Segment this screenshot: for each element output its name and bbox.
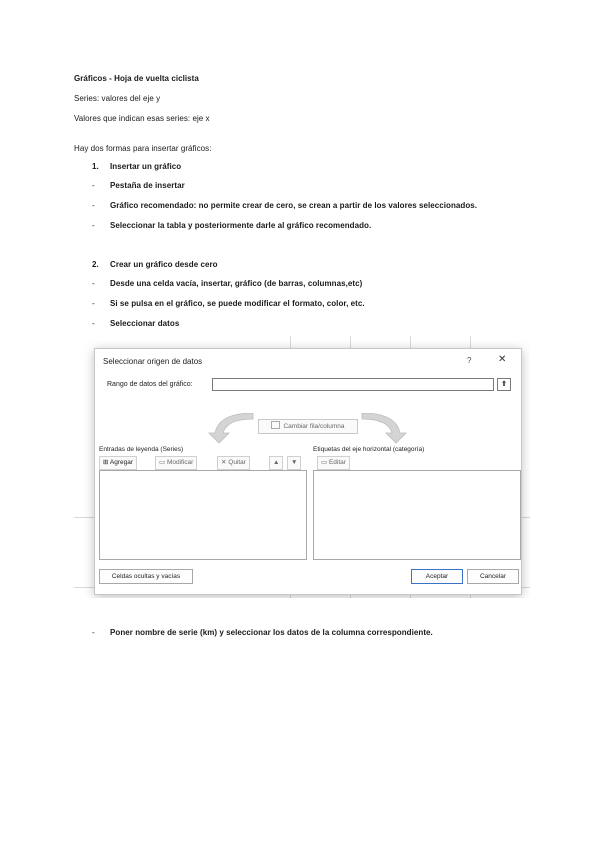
- dialog-title: Seleccionar origen de datos: [103, 357, 203, 366]
- help-icon[interactable]: ?: [467, 356, 472, 365]
- axis-toolbar: [313, 456, 517, 470]
- section1-number: 1.: [92, 162, 99, 171]
- remove-series-button[interactable]: [217, 456, 250, 470]
- doc-title: Gráficos - Hoja de vuelta ciclista: [74, 74, 199, 83]
- section1-heading: Insertar un gráfico: [110, 162, 182, 171]
- ok-button[interactable]: Aceptar: [411, 569, 463, 584]
- section1-bullet: Seleccionar la tabla y posteriormente darle al gráfico recomendado.: [110, 221, 372, 230]
- close-icon[interactable]: ✕: [498, 354, 507, 365]
- section2-heading: Crear un gráfico desde cero: [110, 260, 218, 269]
- collapse-range-button[interactable]: ⇑: [497, 378, 511, 391]
- bullet-dash: -: [92, 628, 95, 637]
- edit-series-button[interactable]: [155, 456, 197, 470]
- cancel-button[interactable]: Cancelar: [467, 569, 519, 584]
- series-line: Series: valores del eje y: [74, 94, 161, 103]
- section2-number: 2.: [92, 260, 99, 269]
- section2-bullet: Seleccionar datos: [110, 319, 180, 328]
- legend-entries-list[interactable]: [99, 470, 307, 560]
- section2-bullet: Desde una celda vacía, insertar, gráfico (de barras, columnas,etc): [110, 279, 363, 288]
- section1-bullet: Gráfico recomendado: no permite crear de cero, se crean a partir de los valores seleccionados.: [110, 201, 478, 210]
- swap-label: Cambiar fila/columna: [283, 423, 345, 430]
- add-series-button[interactable]: [99, 456, 137, 470]
- axis-labels-list[interactable]: [313, 470, 521, 560]
- bullet-dash: -: [92, 299, 95, 308]
- move-down-button[interactable]: ▼: [287, 456, 301, 470]
- remove-icon: ✕: [221, 459, 229, 466]
- swap-icon: [271, 421, 280, 429]
- bullet-dash: -: [92, 319, 95, 328]
- axis-labels-label: Etiquetas del eje horizontal (categoría): [313, 446, 425, 453]
- dialog-screenshot: [74, 336, 530, 598]
- edit-icon: ▭: [159, 459, 167, 466]
- section1-bullet: Pestaña de insertar: [110, 181, 185, 190]
- final-bullet: Poner nombre de serie (km) y seleccionar los datos de la columna correspondiente.: [110, 628, 433, 637]
- range-label: Rango de datos del gráfico:: [107, 381, 193, 388]
- bullet-dash: -: [92, 279, 95, 288]
- hidden-cells-button[interactable]: Celdas ocultas y vacías: [99, 569, 193, 584]
- bullet-dash: -: [92, 221, 95, 230]
- legend-entries-label: Entradas de leyenda (Series): [99, 446, 184, 453]
- range-input[interactable]: [212, 378, 494, 391]
- add-icon: ⊞: [103, 459, 110, 466]
- swap-row-column-button[interactable]: [258, 419, 358, 434]
- bullet-dash: -: [92, 181, 95, 190]
- bullet-dash: -: [92, 201, 95, 210]
- move-up-button[interactable]: ▲: [269, 456, 283, 470]
- select-data-dialog: [94, 348, 522, 595]
- edit-axis-label: Editar: [328, 459, 346, 466]
- remove-label: Quitar: [228, 459, 246, 466]
- intro-line: Hay dos formas para insertar gráficos:: [74, 144, 212, 153]
- values-line: Valores que indican esas series: eje x: [74, 114, 210, 123]
- curved-arrow-left-icon: [207, 413, 255, 451]
- edit-label: Modificar: [166, 459, 194, 466]
- edit-icon: ▭: [321, 459, 329, 466]
- edit-axis-button[interactable]: [317, 456, 350, 470]
- legend-toolbar: [99, 456, 307, 470]
- section2-bullet: Si se pulsa en el gráfico, se puede modificar el formato, color, etc.: [110, 299, 365, 308]
- add-label: Agregar: [109, 459, 134, 466]
